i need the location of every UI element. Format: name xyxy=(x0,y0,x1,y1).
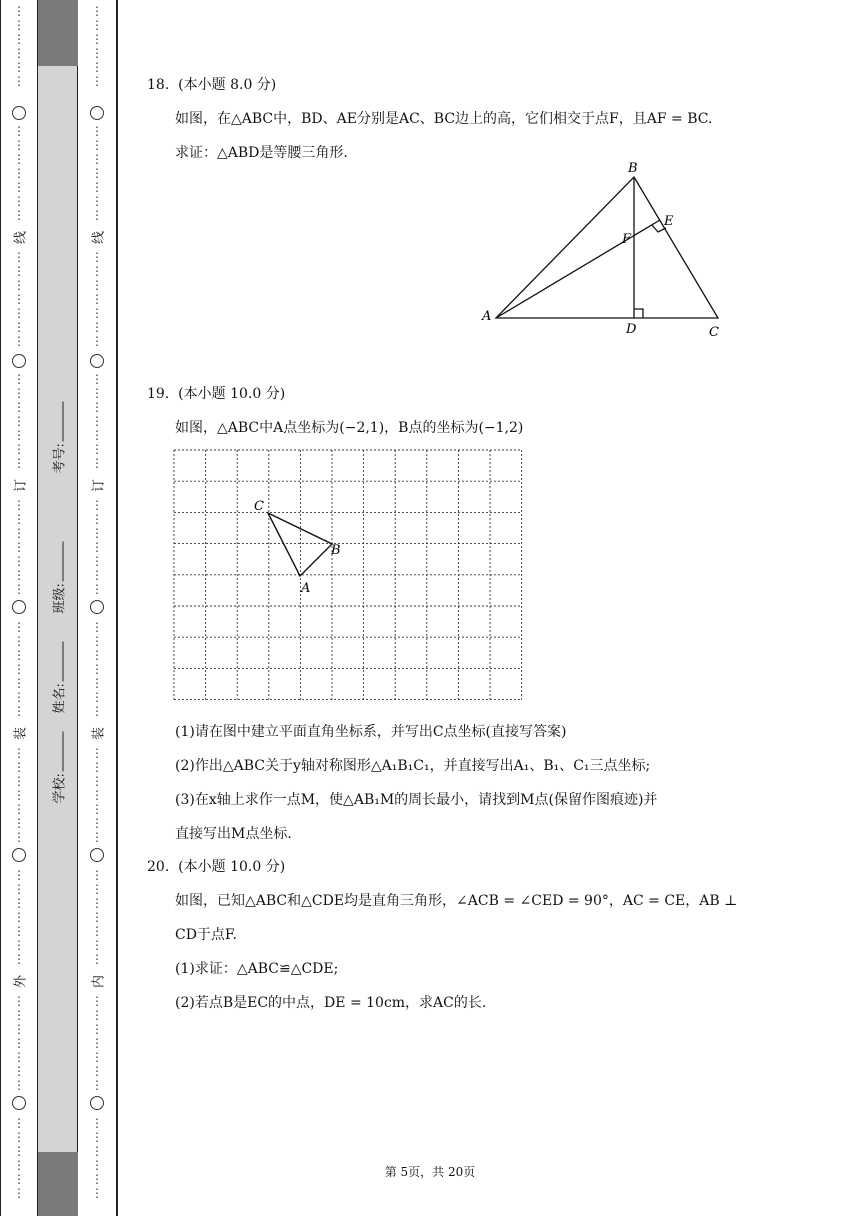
name-label: 姓名: xyxy=(52,683,68,714)
q20-part-1: (1)求证：△ABC≌△CDE; xyxy=(175,961,339,977)
inner-label-nei: 内 xyxy=(91,975,107,989)
q18-triangle-figure xyxy=(470,160,740,350)
binding-hole-circle xyxy=(12,354,26,368)
dotted-line: ⋮ ⋮ ⋮ ⋮ ⋮ ⋮ ⋮ xyxy=(91,250,103,348)
dotted-line: ⋮ ⋮ ⋮ ⋮ ⋮ ⋮ ⋮ xyxy=(91,124,103,222)
dotted-line: ⋮ ⋮ ⋮ ⋮ ⋮ ⋮ ⋮ xyxy=(13,746,25,844)
question-20-header xyxy=(147,856,285,876)
binding-hole-circle xyxy=(90,354,104,368)
inner-label-ding: 订 xyxy=(91,479,107,493)
q19-part-2: (2)作出△ABC关于y轴对称图形△A₁B₁C₁，并直接写出A₁、B₁、C₁三点坐标; xyxy=(175,758,651,774)
triangle-abc xyxy=(496,177,718,318)
page-footer: 第 5页，共 20页 xyxy=(384,1165,476,1179)
outer-label-xian: 线 xyxy=(13,231,29,245)
question-18-header xyxy=(147,74,276,94)
dotted-line: ⋮ ⋮ ⋮ ⋮ ⋮ ⋮ xyxy=(13,4,25,88)
exam-number-field[interactable] xyxy=(49,426,68,474)
dotted-line: ⋮ ⋮ ⋮ ⋮ ⋮ ⋮ ⋮ xyxy=(13,124,25,222)
label-b: B xyxy=(331,543,341,558)
right-angle-d xyxy=(634,309,643,318)
label-a: A xyxy=(301,581,311,596)
dotted-line: ⋮ ⋮ ⋮ ⋮ ⋮ ⋮ xyxy=(91,4,103,88)
dotted-line: ⋮ ⋮ ⋮ ⋮ ⋮ ⋮ ⋮ xyxy=(13,620,25,718)
dotted-line: ⋮ ⋮ ⋮ ⋮ ⋮ ⋮ ⋮ xyxy=(13,372,25,470)
inner-label-zhuang: 装 xyxy=(91,727,107,741)
label-a: A xyxy=(482,309,492,324)
q18-statement: 如图，在△ABC中，BD、AE分别是AC、BC边上的高，它们相交于点F，且AF = BC. xyxy=(175,111,713,127)
inner-label-xian: 线 xyxy=(91,231,107,245)
dotted-line: ⋮ ⋮ ⋮ ⋮ ⋮ ⋮ ⋮ xyxy=(13,498,25,596)
label-c: C xyxy=(709,325,719,340)
dark-block-bottom xyxy=(38,1152,78,1216)
question-points: (本小题 10.0 分) xyxy=(178,859,286,875)
school-label: 学校: xyxy=(52,773,68,804)
class-label: 班级: xyxy=(52,583,68,614)
label-f: F xyxy=(622,232,632,247)
student-info-strip xyxy=(38,0,78,1216)
outer-binding-strip xyxy=(0,0,38,1216)
question-points: (本小题 10.0 分) xyxy=(178,386,286,402)
dotted-line: ⋮ ⋮ ⋮ ⋮ ⋮ ⋮ ⋮ xyxy=(13,994,25,1092)
question-number: 20. xyxy=(147,859,170,875)
outer-label-zhuang: 装 xyxy=(13,727,29,741)
dotted-line: ⋮ ⋮ ⋮ ⋮ ⋮ ⋮ ⋮ xyxy=(91,868,103,966)
question-19-header xyxy=(147,383,285,403)
question-number: 19. xyxy=(147,386,170,402)
dotted-line: ⋮ ⋮ ⋮ ⋮ ⋮ ⋮ ⋮ xyxy=(91,746,103,844)
label-c: C xyxy=(254,499,264,514)
binding-hole-circle xyxy=(90,600,104,614)
dotted-line: ⋮ ⋮ ⋮ ⋮ ⋮ ⋮ ⋮ xyxy=(91,620,103,718)
question-points: (本小题 8.0 分) xyxy=(178,77,277,93)
dotted-line: ⋮ ⋮ ⋮ ⋮ ⋮ ⋮ ⋮ xyxy=(91,372,103,470)
inner-binding-strip xyxy=(78,0,118,1216)
label-b: B xyxy=(628,161,638,176)
dark-block-top xyxy=(38,0,78,66)
q19-part-3: (3)在x轴上求作一点M，使△AB₁M的周长最小，请找到M点(保留作图痕迹)并 xyxy=(175,792,658,808)
dotted-line: ⋮ ⋮ ⋮ ⋮ ⋮ ⋮ xyxy=(13,1116,25,1200)
outer-label-wai: 外 xyxy=(13,975,29,989)
question-number: 18. xyxy=(147,77,170,93)
q19-statement: 如图，△ABC中A点坐标为(−2,1)，B点的坐标为(−1,2) xyxy=(175,420,524,436)
dotted-line: ⋮ ⋮ ⋮ ⋮ ⋮ ⋮ ⋮ xyxy=(91,994,103,1092)
q18-prove: 求证：△ABD是等腰三角形. xyxy=(175,145,348,161)
binding-hole-circle xyxy=(12,106,26,120)
outer-label-ding: 订 xyxy=(13,479,29,493)
binding-hole-circle xyxy=(90,848,104,862)
dotted-line: ⋮ ⋮ ⋮ ⋮ ⋮ ⋮ ⋮ xyxy=(13,868,25,966)
binding-hole-circle xyxy=(90,106,104,120)
square-grid xyxy=(174,450,522,700)
dotted-line: ⋮ ⋮ ⋮ ⋮ ⋮ ⋮ xyxy=(91,1116,103,1200)
label-d: D xyxy=(626,322,637,337)
binding-hole-circle xyxy=(12,848,26,862)
q20-statement-cont: CD于点F. xyxy=(175,927,237,943)
dotted-line: ⋮ ⋮ ⋮ ⋮ ⋮ ⋮ ⋮ xyxy=(13,250,25,348)
binding-hole-circle xyxy=(90,1096,104,1110)
binding-hole-circle xyxy=(12,1096,26,1110)
dotted-line: ⋮ ⋮ ⋮ ⋮ ⋮ ⋮ ⋮ xyxy=(91,498,103,596)
school-field[interactable] xyxy=(49,756,68,804)
exam-number-label: 考号: xyxy=(52,443,68,474)
q20-statement: 如图，已知△ABC和△CDE均是直角三角形，∠ACB = ∠CED = 90°，AC = CE，AB ⊥ xyxy=(175,893,738,909)
name-field[interactable] xyxy=(49,666,68,714)
q19-part-3-cont: 直接写出M点坐标. xyxy=(175,826,292,842)
q19-part-1: (1)请在图中建立平面直角坐标系，并写出C点坐标(直接写答案) xyxy=(175,724,567,740)
q19-grid-figure xyxy=(170,446,530,706)
class-field[interactable] xyxy=(49,566,68,614)
label-e: E xyxy=(664,214,674,229)
binding-hole-circle xyxy=(12,600,26,614)
q20-part-2: (2)若点B是EC的中点，DE = 10cm，求AC的长. xyxy=(175,995,487,1011)
